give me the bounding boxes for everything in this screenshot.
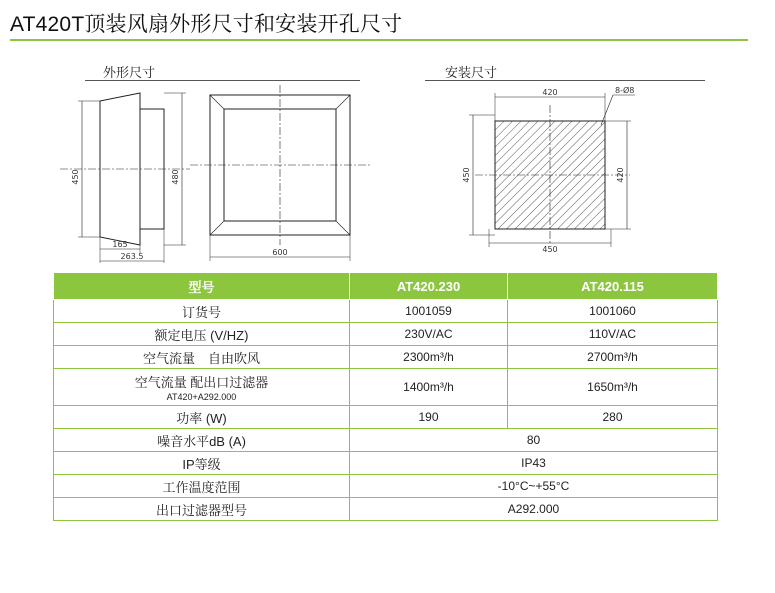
outline-drawing bbox=[60, 85, 390, 270]
row-label: IP等级 bbox=[54, 452, 350, 475]
row-sublabel: AT420+A292.000 bbox=[166, 392, 237, 402]
row-value: 2300m³/h bbox=[350, 346, 508, 369]
mount-section-label: 安装尺寸 bbox=[445, 65, 498, 80]
table-row bbox=[54, 369, 718, 406]
row-value: 190 bbox=[350, 406, 508, 429]
header-at420-230: AT420.230 bbox=[350, 273, 508, 300]
row-value: -10°C~+55°C bbox=[350, 475, 718, 498]
mount-drawing bbox=[455, 85, 650, 255]
row-label: 工作温度范围 bbox=[54, 475, 350, 498]
table-row bbox=[54, 452, 718, 475]
row-label-group bbox=[54, 369, 350, 406]
row-label: 订货号 bbox=[54, 300, 350, 323]
table-row bbox=[54, 429, 718, 452]
row-value: 2700m³/h bbox=[508, 346, 718, 369]
table-row bbox=[54, 406, 718, 429]
table-header-row bbox=[54, 273, 718, 300]
row-value: 110V/AC bbox=[508, 323, 718, 346]
dim-mount-bottom: 450 bbox=[542, 245, 558, 254]
dim-mount-holes: 8-Ø8 bbox=[615, 86, 635, 95]
row-value: A292.000 bbox=[350, 498, 718, 521]
dim-depth-total: 263.5 bbox=[120, 252, 144, 261]
mount-section-rule bbox=[425, 80, 705, 81]
row-value: 1650m³/h bbox=[508, 369, 718, 406]
dim-mount-right: 420 bbox=[616, 167, 625, 183]
dim-depth-body: 165 bbox=[112, 240, 128, 249]
table-row bbox=[54, 346, 718, 369]
cutout bbox=[475, 105, 630, 245]
row-label: 功率 (W) bbox=[54, 406, 350, 429]
table-row bbox=[54, 498, 718, 521]
row-label: 出口过滤器型号 bbox=[54, 498, 350, 521]
dim-mount-left: 450 bbox=[462, 167, 471, 183]
dim-height-outer: 450 bbox=[71, 169, 80, 185]
row-value: 230V/AC bbox=[350, 323, 508, 346]
row-value: 1400m³/h bbox=[350, 369, 508, 406]
row-value: 280 bbox=[508, 406, 718, 429]
front-view bbox=[190, 85, 372, 261]
outline-section-label: 外形尺寸 bbox=[103, 65, 156, 80]
dim-mount-top: 420 bbox=[542, 88, 558, 97]
row-value: 1001059 bbox=[350, 300, 508, 323]
row-value: IP43 bbox=[350, 452, 718, 475]
header-model: 型号 bbox=[54, 273, 350, 300]
row-label: 噪音水平dB (A) bbox=[54, 429, 350, 452]
row-value: 1001060 bbox=[508, 300, 718, 323]
outline-section-rule bbox=[85, 80, 360, 81]
table-row bbox=[54, 300, 718, 323]
page-title: AT420T顶装风扇外形尺寸和安装开孔尺寸 bbox=[10, 13, 403, 36]
title-underline bbox=[10, 39, 748, 41]
dim-width: 600 bbox=[272, 248, 288, 257]
row-label: 空气流量 自由吹风 bbox=[54, 346, 350, 369]
table-row bbox=[54, 475, 718, 498]
row-value: 80 bbox=[350, 429, 718, 452]
row-label: 空气流量 配出口过滤器 bbox=[134, 375, 269, 390]
row-label: 额定电压 (V/HZ) bbox=[54, 323, 350, 346]
spec-table bbox=[53, 272, 718, 521]
dim-height-inner: 480 bbox=[171, 169, 180, 185]
table-row bbox=[54, 323, 718, 346]
header-at420-115: AT420.115 bbox=[508, 273, 718, 300]
